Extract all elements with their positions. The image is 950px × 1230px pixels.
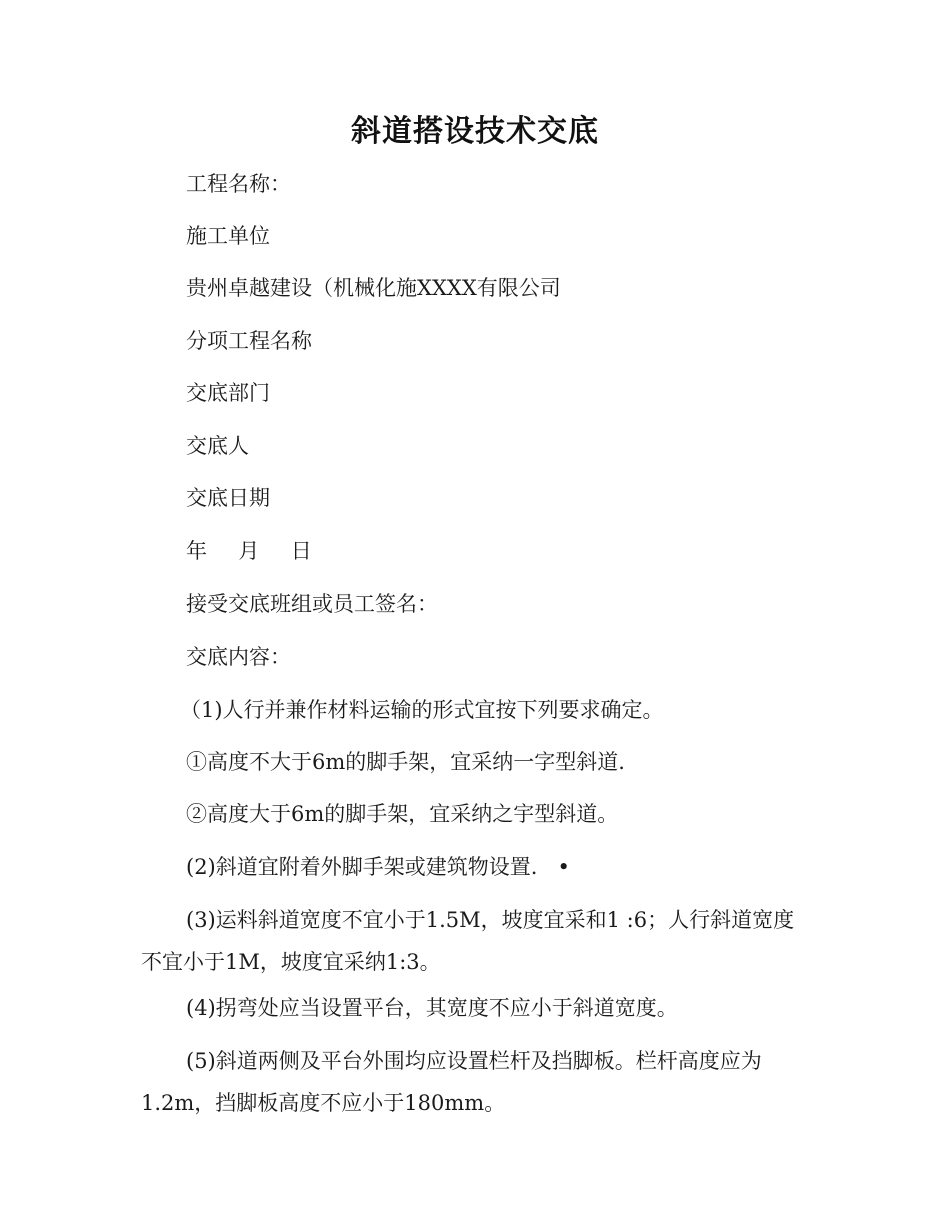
field-construction-unit: 施工单位	[186, 224, 270, 248]
content-item-1: （1)人行并兼作材料运输的形式宜按下列要求确定。	[180, 698, 664, 722]
field-content-label: 交底内容：	[186, 645, 291, 669]
field-person: 交底人	[186, 434, 249, 458]
field-company-name: 贵州卓越建设（机械化施XXXX有限公司	[186, 276, 561, 300]
field-subproject-name: 分项工程名称	[186, 329, 312, 353]
field-date-label: 交底日期	[186, 486, 270, 510]
content-item-1a: ①高度不大于6m的脚手架，宜采纳一字型斜道.	[186, 750, 625, 774]
field-project-name: 工程名称：	[186, 172, 291, 196]
content-item-5: (5)斜道两侧及平台外围均应设置栏杆及挡脚板。栏杆高度应为1.2m，挡脚板高度不应小于180mm。	[141, 1049, 762, 1115]
content-item-3: (3)运料斜道宽度不宜小于1.5M，坡度宜采和1 :6；人行斜道宽度不宜小于1M，坡度宜采纳1:3。	[141, 908, 795, 974]
document-title: 斜道搭设技术交底	[351, 114, 599, 149]
content-item-4: (4)拐弯处应当设置平台，其宽度不应小于斜道宽度。	[186, 996, 678, 1020]
content-item-2: (2)斜道宜附着外脚手架或建筑物设置. •	[186, 855, 570, 879]
field-signature: 接受交底班组或员工签名：	[186, 592, 438, 616]
content-item-1b: ②高度大于6m的脚手架，宜采纳之宇型斜道。	[186, 802, 619, 826]
field-date-value: 年 月 日	[186, 539, 318, 563]
field-department: 交底部门	[186, 381, 270, 405]
